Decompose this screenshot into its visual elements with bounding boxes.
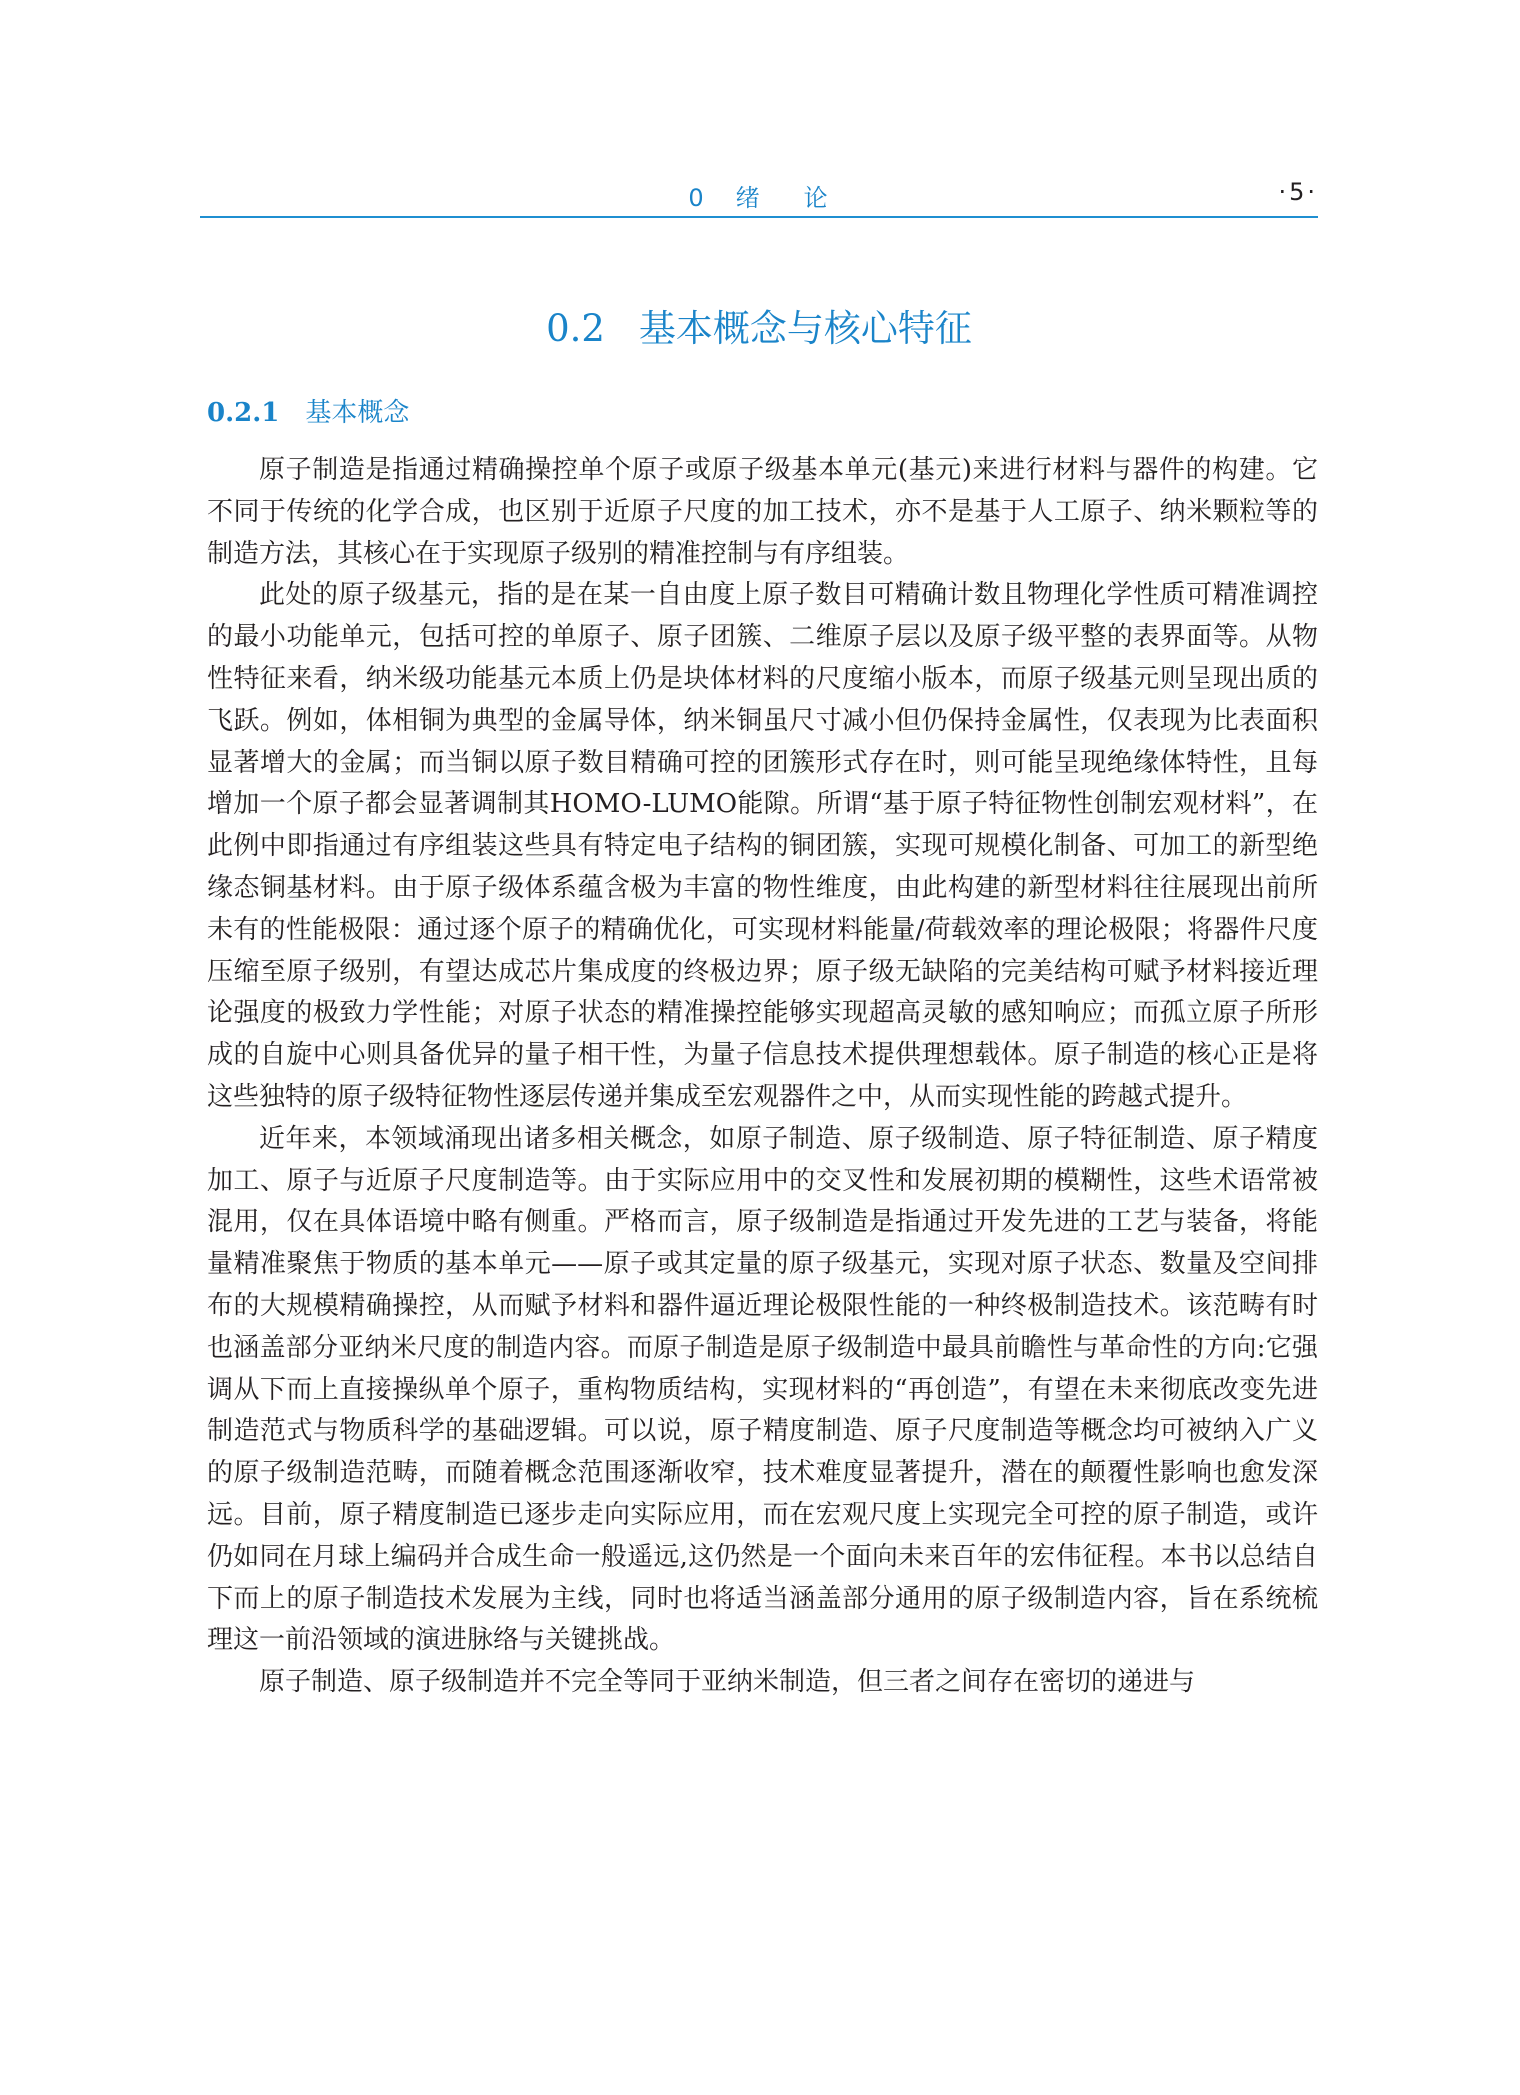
chapter-number: 0 bbox=[688, 184, 706, 212]
chapter-header-title bbox=[200, 178, 1318, 213]
body-text bbox=[207, 450, 1318, 1704]
section-number: 0.2 bbox=[546, 307, 605, 350]
paragraph-1: 原子制造是指通过精确操控单个原子或原子级基本单元(基元)来进行材料与器件的构建。它不同于传统的化学合成，也区别于近原子尺度的加工技术，亦不是基于人工原子、纳米颗粒等的制造方法，其核心在于实现原子级别的精准控制与有序组装。 bbox=[207, 455, 1318, 569]
section-title: 基本概念与核心特征 bbox=[638, 307, 972, 350]
subsection-title: 基本概念 bbox=[305, 398, 410, 428]
chapter-title-char-1: 绪 bbox=[735, 184, 762, 212]
paragraph-4: 原子制造、原子级制造并不完全等同于亚纳米制造，但三者之间存在密切的递进与 bbox=[259, 1667, 1196, 1698]
paragraph-3: 近年来，本领域涌现出诸多相关概念，如原子制造、原子级制造、原子特征制造、原子精度加工、原子与近原子尺度制造等。由于实际应用中的交叉性和发展初期的模糊性，这些术语常被混用，仅在具体语境中略有侧重。严格而言，原子级制造是指通过开发先进的工艺与装备，将能量精准聚焦于物质的基本单元——原子或其定量的原子级基元，实现对原子状态、数量及空间排布的大规模精确操控，从而赋予材料和器件逼近理论极限性能的一种终极制造技术。该范畴有时也涵盖部分亚纳米尺度的制造内容。而原子制造是原子级制造中最具前瞻性与革命性的方向:它强调从下而上直接操纵单个原子，重构物质结构，实现材料的“再创造”，有望在未来彻底改变先进制造范式与物质科学的基础逻辑。可以说，原子精度制造、原子尺度制造等概念均可被纳入广义的原子级制造范畴，而随着概念范围逐渐收窄，技术难度显著提升，潜在的颠覆性影响也愈发深远。目前，原子精度制造已逐步走向实际应用，而在宏观尺度上实现完全可控的原子制造，或许仍如同在月球上编码并合成生命一般遥远,这仍然是一个面向未来百年的宏伟征程。本书以总结自下而上的原子制造技术发展为主线，同时也将适当涵盖部分通用的原子级制造内容，旨在系统梳理这一前沿领域的演进脉络与关键挑战。 bbox=[207, 1123, 1318, 1656]
running-header bbox=[200, 170, 1318, 218]
page-number: ·5· bbox=[1278, 178, 1318, 206]
chapter-title-char-2: 论 bbox=[803, 184, 830, 212]
section-heading bbox=[200, 298, 1318, 352]
subsection-heading bbox=[207, 392, 409, 429]
paragraph-2: 此处的原子级基元，指的是在某一自由度上原子数目可精确计数且物理化学性质可精准调控的最小功能单元，包括可控的单原子、原子团簇、二维原子层以及原子级平整的表界面等。从物性特征来看，纳米级功能基元本质上仍是块体材料的尺度缩小版本，而原子级基元则呈现出质的飞跃。例如，体相铜为典型的金属导体，纳米铜虽尺寸减小但仍保持金属性，仅表现为比表面积显著增大的金属；而当铜以原子数目精确可控的团簇形式存在时，则可能呈现绝缘体特性，且每增加一个原子都会显著调制其HOMO-LUMO能隙。所谓“基于原子特征物性创制宏观材料”，在此例中即指通过有序组装这些具有特定电子结构的铜团簇，实现可规模化制备、可加工的新型绝缘态铜基材料。由于原子级体系蕴含极为丰富的物性维度，由此构建的新型材料往往展现出前所未有的性能极限：通过逐个原子的精确优化，可实现材料能量/荷载效率的理论极限；将器件尺度压缩至原子级别，有望达成芯片集成度的终极边界；原子级无缺陷的完美结构可赋予材料接近理论强度的极致力学性能；对原子状态的精准操控能够实现超高灵敏的感知响应；而孤立原子所形成的自旋中心则具备优异的量子相干性，为量子信息技术提供理想载体。原子制造的核心正是将这些独特的原子级特征物性逐层传递并集成至宏观器件之中，从而实现性能的跨越式提升。 bbox=[207, 580, 1318, 1112]
subsection-number: 0.2.1 bbox=[207, 398, 280, 428]
